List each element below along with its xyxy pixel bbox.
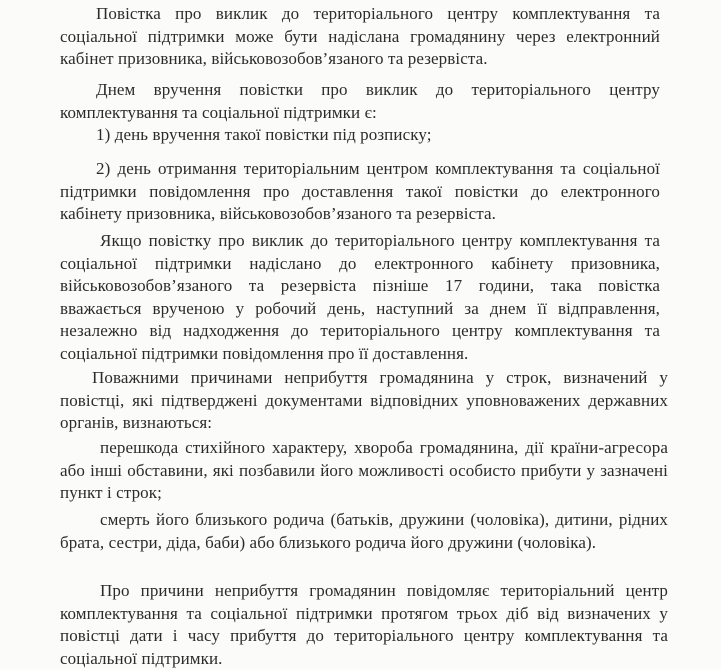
paragraph-after-17-hours-rule: Якщо повістку про виклик до територіального центру комплектування та соціальної підтримки надіслано до електронного кабінету призовника, військовозобов’язаного та резервіста пізніше 17 години, така повістка вважається врученою у робочий день, наступний за днем її відправлення, незалежно від надходження до територіального центру комплектування та соціальної підтримки повідомлення про її доставлення.: [60, 231, 660, 363]
paragraph-valid-reason-obstacle: перешкода стихійного характеру, хвороба громадянина, дії країни-агресора або інші обставини, які позбавили його можливості особисто прибути у зазначені пункт і строк;: [60, 438, 668, 502]
paragraph-valid-reasons-intro: Поважними причинами неприбуття громадянина у строк, визначений у повістці, які підтверджені документами відповідних уповноважених державних органів, визнаються:: [60, 368, 668, 432]
paragraph-delivery-item-2: 2) день отримання територіальним центром комплектування та соціальної підтримки повідомлення про доставлення такої повістки до електронного кабінету призовника, військовозобов’язаного та резервіста.: [60, 159, 660, 223]
paragraph-valid-reason-death: смерть його близького родича (батьків, дружини (чоловіка), дитини, рідних брата, сестри, діда, баби) або близького родича його дружини (чоловіка).: [60, 510, 668, 552]
paragraph-summons-delivery-channel: Повістка про виклик до територіального центру комплектування та соціальної підтримки може бути надіслана громадянину через електронний кабінет призовника, військовозобов’язаного та резервіста.: [60, 4, 660, 68]
paragraph-delivery-item-1: 1) день вручення такої повістки під розписку;: [96, 125, 432, 144]
paragraph-delivery-date-intro: Днем вручення повістки про виклик до територіального центру комплектування та соціальної підтримки є:: [60, 80, 660, 122]
paragraph-notification-duty: Про причини неприбуття громадянин повідомляє територіальний центр комплектування та соціальної підтримки протягом трьох діб від визначених у повістці дати і часу прибуття до територіального центру комплектування та соціальної підтримки.: [60, 581, 668, 668]
